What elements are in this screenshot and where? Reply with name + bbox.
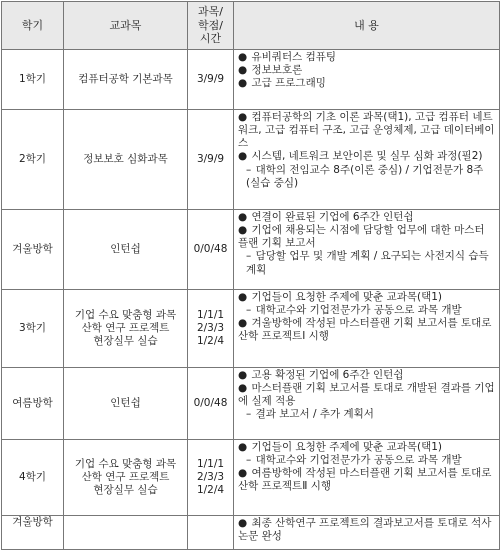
subject-line: 인턴쉽 [110,396,141,409]
item-text: 여름방학에 작성된 마스터플랜 기획 보고서를 토대로 산학 프로젝트Ⅱ 시행 [238,467,492,493]
item-text: 시스템, 네트워크 보안이론 및 실무 심화 과정(필2) [251,150,483,163]
subject-cell [64,516,188,550]
credits-cell [188,290,234,368]
bullet-icon: ● [238,517,248,529]
bullet-icon: ● [238,64,248,77]
header-content: 내 용 [234,2,500,50]
content-cell [234,110,500,210]
item-text: 대학교수와 기업전문가가 공동으로 과목 개발 [255,304,462,317]
bullet-item [238,369,495,382]
dash-item [238,304,495,317]
credits-line: 0/0/48 [193,242,228,255]
subject-line: 산학 연구 프로젝트 [81,321,170,334]
subject-line: 기업 수요 맞춤형 과목 [74,308,177,321]
bullet-icon: ● [238,111,248,123]
credits-line: 3/9/9 [196,72,225,85]
item-text: 유비쿼터스 컴퓨팅 [251,51,336,63]
bullet-item [238,111,495,150]
subject-cell [64,368,188,440]
semester-cell: 1학기 [2,50,64,110]
bullet-item [238,382,495,408]
item-text: 담당할 업무 및 개발 계획 / 요구되는 사전지식 습득 계획 [246,250,489,276]
credits-cell [188,110,234,210]
bullet-item [238,77,495,90]
curriculum-row [2,50,500,110]
item-text: 기업에 채용되는 시점에 담당할 업무에 대한 마스터 플랜 기획 보고서 [238,224,485,250]
credits-line: 1/2/4 [196,335,225,348]
bullet-icon: ● [238,51,248,63]
subject-cell [64,290,188,368]
item-text: 마스터플랜 기획 보고서를 토대로 개발된 결과를 기업에 실제 적용 [238,382,495,408]
bullet-item [238,291,495,304]
bullet-item [238,64,495,77]
bullet-icon: ● [238,369,248,381]
dash-icon: – [246,304,252,317]
bullet-icon: ● [238,382,248,395]
bullet-icon: ● [238,211,248,223]
curriculum-row [2,516,500,550]
semester-cell: 겨울방학 [2,516,64,550]
dash-icon: – [246,250,252,263]
header-credits-line: 학점/ [198,18,223,32]
header-credits-line: 시간 [199,32,222,46]
item-text: 컴퓨터공학의 기초 이론 과목(택1), 고급 컴퓨터 네트워크, 고급 컴퓨터 구조, 고급 운영체제, 고급 데이터베이스 [238,111,495,150]
credits-line: 1/1/1 [196,308,225,321]
bullet-item [238,317,495,343]
semester-cell: 2학기 [2,110,64,210]
dash-item [238,250,495,276]
item-text: 고용 확정된 기업에 6주간 인턴쉽 [251,369,404,381]
bullet-icon: ● [238,441,248,453]
subject-line: 현장실무 실습 [93,484,158,497]
subject-line: 컴퓨터공학 기본과목 [78,72,173,85]
credits-line: 2/3/3 [196,321,225,334]
curriculum-table [1,1,500,550]
credits-cell [188,440,234,516]
credits-line: 3/9/9 [196,152,225,165]
credits-line: 1/2/4 [196,484,225,497]
header-subject: 교과목 [64,2,188,50]
bullet-icon: ● [238,150,248,163]
semester-cell: 여름방학 [2,368,64,440]
curriculum-row [2,368,500,440]
header-row [2,2,500,50]
credits-line: 2/3/3 [196,470,225,483]
content-cell [234,210,500,290]
credits-cell [188,50,234,110]
subject-line: 인턴쉽 [110,242,141,255]
credits-cell [188,368,234,440]
header-credits [188,2,234,50]
subject-line: 산학 연구 프로젝트 [81,470,170,483]
subject-cell [64,110,188,210]
subject-cell [64,50,188,110]
curriculum-row [2,440,500,516]
item-text: 기업들이 요청한 주제에 맞춘 교과목(택1) [251,291,443,303]
subject-line: 기업 수요 맞춤형 과목 [74,457,177,470]
semester-cell: 겨울방학 [2,210,64,290]
item-text: 고급 프로그래밍 [251,77,326,90]
dash-icon: – [246,408,252,421]
credits-line: 1/1/1 [196,457,225,470]
subject-line: 정보보호 심화과목 [83,152,168,165]
bullet-icon: ● [238,467,248,480]
header-semester: 학기 [2,2,64,50]
bullet-item [238,211,495,224]
bullet-item [238,441,495,454]
bullet-item [238,51,495,64]
subject-cell [64,440,188,516]
bullet-item [238,517,495,543]
subject-line: 현장실무 실습 [93,335,158,348]
curriculum-row [2,210,500,290]
content-cell [234,516,500,550]
item-text: 겨울방학에 작성된 마스터플랜 기획 보고서를 토대로 산학 프로젝트Ⅰ 시행 [238,317,492,343]
content-cell [234,368,500,440]
item-text: 대학교수와 기업전문가가 공동으로 과목 개발 [255,454,462,467]
curriculum-row [2,290,500,368]
credits-cell [188,210,234,290]
item-text: 대학의 전임교수 8주(이론 중심) / 기업전문가 8주(실습 중심) [246,163,484,189]
dash-icon: – [246,454,252,467]
bullet-item [238,224,495,250]
item-text: 기업들이 요청한 주제에 맞춘 교과목(택1) [251,441,443,453]
curriculum-row [2,110,500,210]
semester-cell: 4학기 [2,440,64,516]
bullet-icon: ● [238,224,248,237]
bullet-icon: ● [238,77,248,90]
dash-item [238,454,495,467]
subject-cell [64,210,188,290]
content-cell [234,440,500,516]
header-credits-line: 과목/ [198,4,223,18]
bullet-icon: ● [238,317,248,330]
item-text: 결과 보고서 / 추가 계획서 [255,408,374,421]
content-cell [234,290,500,368]
bullet-icon: ● [238,291,248,303]
credits-line: 0/0/48 [193,396,228,409]
bullet-item [238,150,495,163]
item-text: 연결이 완료된 기업에 6주간 인턴쉽 [251,211,414,223]
item-text: 정보보호론 [251,64,303,77]
credits-cell [188,516,234,550]
semester-cell: 3학기 [2,290,64,368]
dash-item [238,408,495,421]
dash-item [238,164,495,190]
bullet-item [238,467,495,493]
item-text: 최종 산학연구 프로젝트의 결과보고서를 토대로 석사 논문 완성 [238,517,492,543]
dash-icon: – [246,163,252,176]
content-cell [234,50,500,110]
